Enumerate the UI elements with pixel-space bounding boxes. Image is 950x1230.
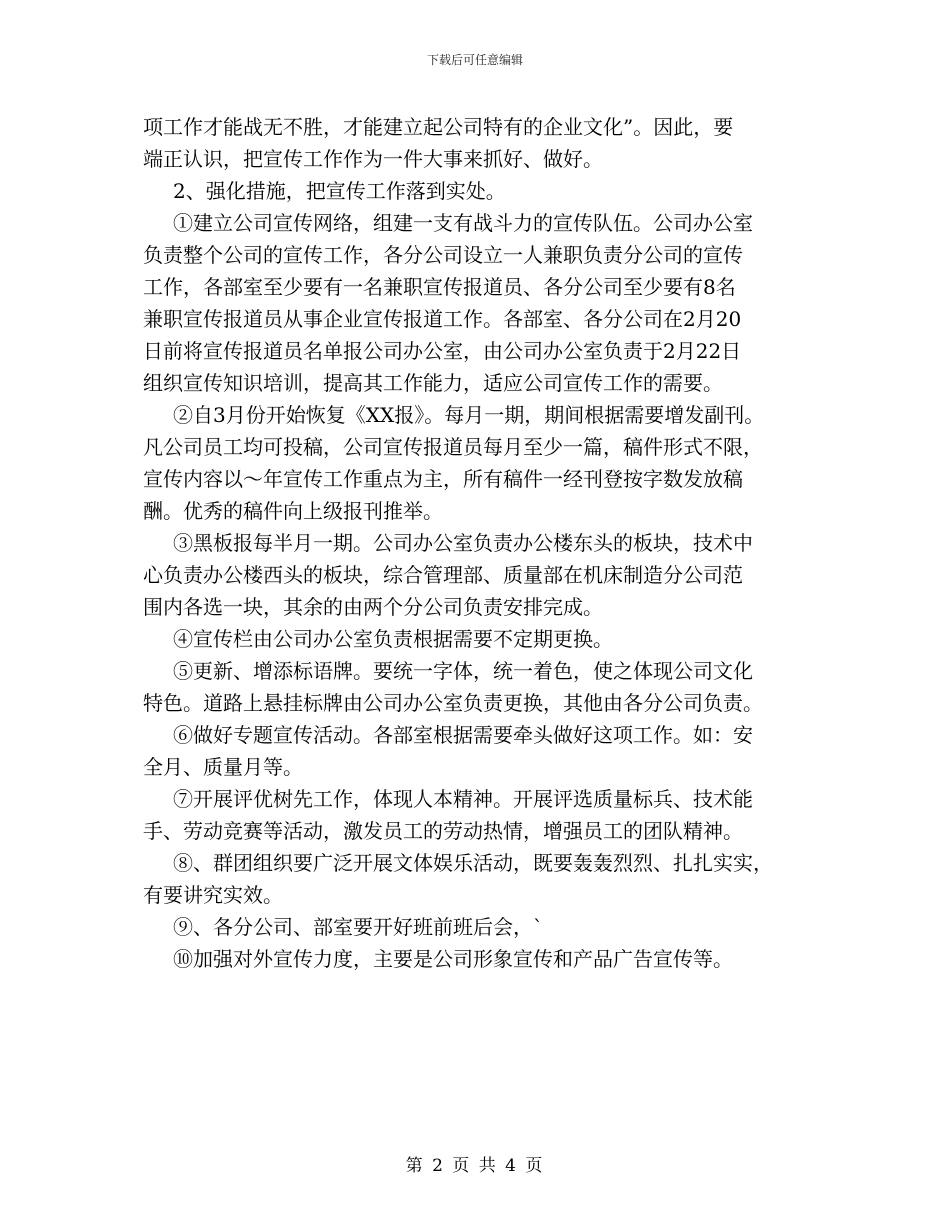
list-item (143, 847, 815, 911)
section-heading (143, 175, 815, 207)
text-line: 酬。优秀的稿件向上级报刊推举。 (143, 499, 443, 523)
paragraph (143, 111, 815, 175)
page-footer (0, 1155, 950, 1177)
list-item (143, 943, 815, 975)
text-line: ⑧、群团组织要广泛开展文体娱乐活动，既要轰轰烈烈、扎扎实实， (173, 851, 773, 875)
text-line: ①建立公司宣传网络，组建一支有战斗力的宣传队伍。公司办公室 (173, 211, 753, 235)
text-line: 围内各选一块，其余的由两个分公司负责安排完成。 (143, 595, 603, 619)
page-number: 第 2 页 共 4 页 (405, 1156, 545, 1176)
text-line: ⑨、各分公司、部室要开好班前班后会，` (173, 915, 543, 939)
list-item (143, 783, 815, 847)
text-line: 全月、质量月等。 (143, 755, 303, 779)
text-line: 项工作才能战无不胜，才能建立起公司特有的企业文化”。因此，要 (143, 115, 734, 139)
text-line: ⑥做好专题宣传活动。各部室根据需要牵头做好这项工作。如：安 (173, 723, 753, 747)
list-item (143, 655, 815, 719)
text-line: ⑦开展评优树先工作，体现人本精神。开展评选质量标兵、技术能 (173, 787, 753, 811)
text-line: ④宣传栏由公司办公室负责根据需要不定期更换。 (173, 627, 613, 651)
list-item (143, 911, 815, 943)
text-line: 负责整个公司的宣传工作，各分公司设立一人兼职负责分公司的宣传 (143, 243, 743, 267)
text-line: 工作，各部室至少要有一名兼职宣传报道员、各分公司至少要有8名 (143, 275, 736, 299)
text-line: 日前将宣传报道员名单报公司办公室，由公司办公室负责于2月22日 (143, 339, 742, 363)
list-item (143, 527, 815, 623)
text-line: ③黑板报每半月一期。公司办公室负责办公楼东头的板块，技术中 (173, 531, 753, 555)
document-body (143, 111, 815, 975)
text-line: 组织宣传知识培训，提高其工作能力，适应公司宣传工作的需要。 (143, 371, 723, 395)
text-line: 心负责办公楼西头的板块，综合管理部、质量部在机床制造分公司范 (143, 563, 743, 587)
list-item (143, 399, 815, 527)
text-line: 特色。道路上悬挂标牌由公司办公室负责更换，其他由各分公司负责。 (143, 691, 763, 715)
text-line: 手、劳动竞赛等活动，激发员工的劳动热情，增强员工的团队精神。 (143, 819, 743, 843)
header-note: 下载后可任意编辑 (426, 53, 523, 67)
text-line: 2、强化措施，把宣传工作落到实处。 (173, 179, 506, 203)
list-item (143, 623, 815, 655)
list-item (143, 719, 815, 783)
text-line: 宣传内容以～年宣传工作重点为主，所有稿件一经刊登按字数发放稿 (143, 467, 743, 491)
text-line: 端正认识，把宣传工作作为一件大事来抓好、做好。 (143, 147, 603, 171)
text-line: ②自3月份开始恢复《XX报》。每月一期，期间根据需要增发副刊。 (173, 403, 765, 427)
text-line: 兼职宣传报道员从事企业宣传报道工作。各部室、各分公司在2月20 (143, 307, 742, 331)
text-line: ⑩加强对外宣传力度，主要是公司形象宣传和产品广告宣传等。 (173, 947, 733, 971)
text-line: 有要讲究实效。 (143, 883, 283, 907)
list-item (143, 207, 815, 399)
page-header (0, 52, 950, 68)
text-line: 凡公司员工均可投稿，公司宣传报道员每月至少一篇，稿件形式不限， (143, 435, 763, 459)
text-line: ⑤更新、增添标语牌。要统一字体，统一着色，使之体现公司文化 (173, 659, 753, 683)
